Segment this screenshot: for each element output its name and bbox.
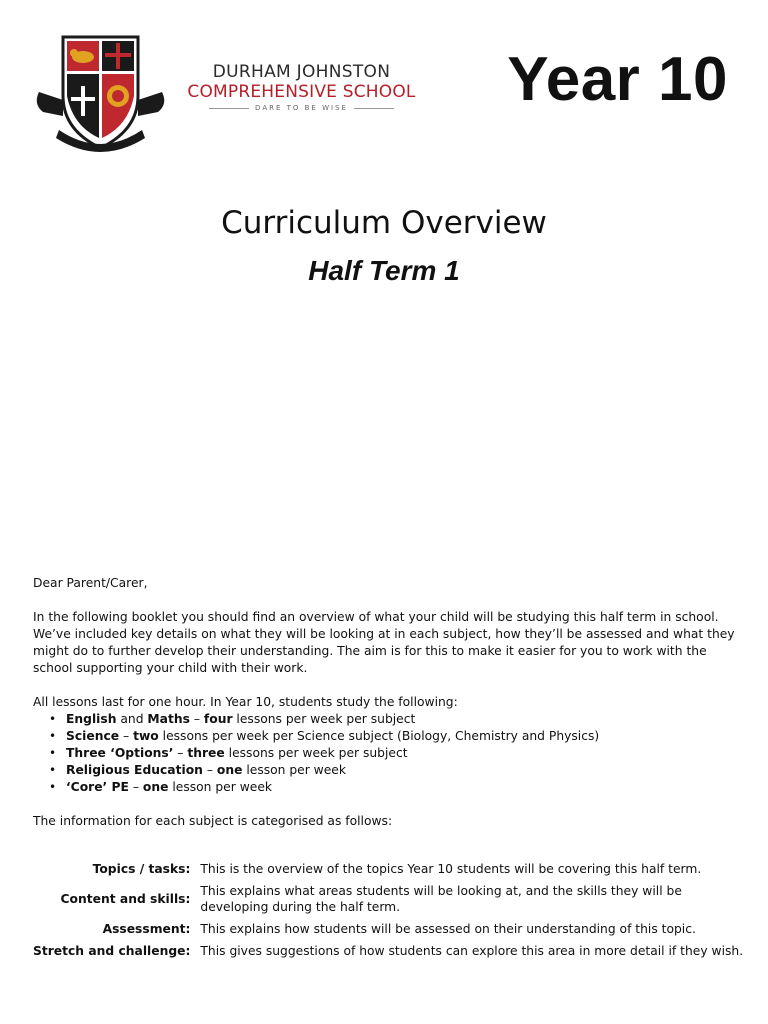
- page-header: [0, 0, 768, 160]
- letter-intro: In the following booklet you should find an overview of what your child will be studying this half term in school. We’ve included key details on what they will be looking at in each subject, how they’ll be assessed and what they might do to further develop their understanding. The aim is for this to make it easier for you to work with the school supporting your child with their work.: [33, 610, 735, 675]
- motto-rule-left: [209, 108, 249, 109]
- school-crest-logo: [33, 34, 168, 152]
- list-item: • Science – two lessons per week per Science subject (Biology, Chemistry and Physics): [66, 728, 745, 745]
- categories-table: [33, 858, 745, 962]
- category-key: Assessment:: [102, 922, 191, 936]
- table-row: [33, 858, 745, 880]
- category-key: Content and skills:: [60, 892, 191, 906]
- category-key: Stretch and challenge:: [33, 944, 191, 958]
- document-subtitle: Half Term 1: [308, 255, 460, 286]
- table-row: [33, 918, 745, 940]
- list-item: • English and Maths – four lessons per week per subject: [66, 711, 745, 728]
- table-row: [33, 880, 745, 918]
- category-description: This explains how students will be assessed on their understanding of this topic.: [200, 922, 696, 936]
- school-name: [174, 62, 429, 112]
- category-key: Topics / tasks:: [92, 862, 191, 876]
- list-item: • Religious Education – one lesson per week: [66, 762, 745, 779]
- parent-letter: [33, 575, 745, 830]
- table-row: [33, 940, 745, 962]
- school-name-line2: COMPREHENSIVE SCHOOL: [187, 82, 416, 102]
- year-title: Year 10: [507, 45, 728, 114]
- lessons-list: [33, 711, 745, 796]
- motto-rule-right: [354, 108, 394, 109]
- category-description: This gives suggestions of how students can explore this area in more detail if they wish.: [200, 944, 744, 958]
- letter-greeting: Dear Parent/Carer,: [33, 576, 148, 590]
- document-title: Curriculum Overview: [221, 205, 547, 241]
- category-description: This explains what areas students will be looking at, and the skills they will be developing during the half term.: [200, 884, 682, 914]
- motto-row: [174, 104, 429, 112]
- school-motto: DARE TO BE WISE: [255, 104, 348, 112]
- list-item: • Three ‘Options’ – three lessons per week per subject: [66, 745, 745, 762]
- lessons-intro: All lessons last for one hour. In Year 10, students study the following:: [33, 695, 458, 709]
- category-description: This is the overview of the topics Year 10 students will be covering this half term.: [200, 862, 702, 876]
- list-item: • ‘Core’ PE – one lesson per week: [66, 779, 745, 796]
- categories-intro: The information for each subject is categorised as follows:: [33, 814, 393, 828]
- school-name-line1: DURHAM JOHNSTON: [212, 62, 391, 82]
